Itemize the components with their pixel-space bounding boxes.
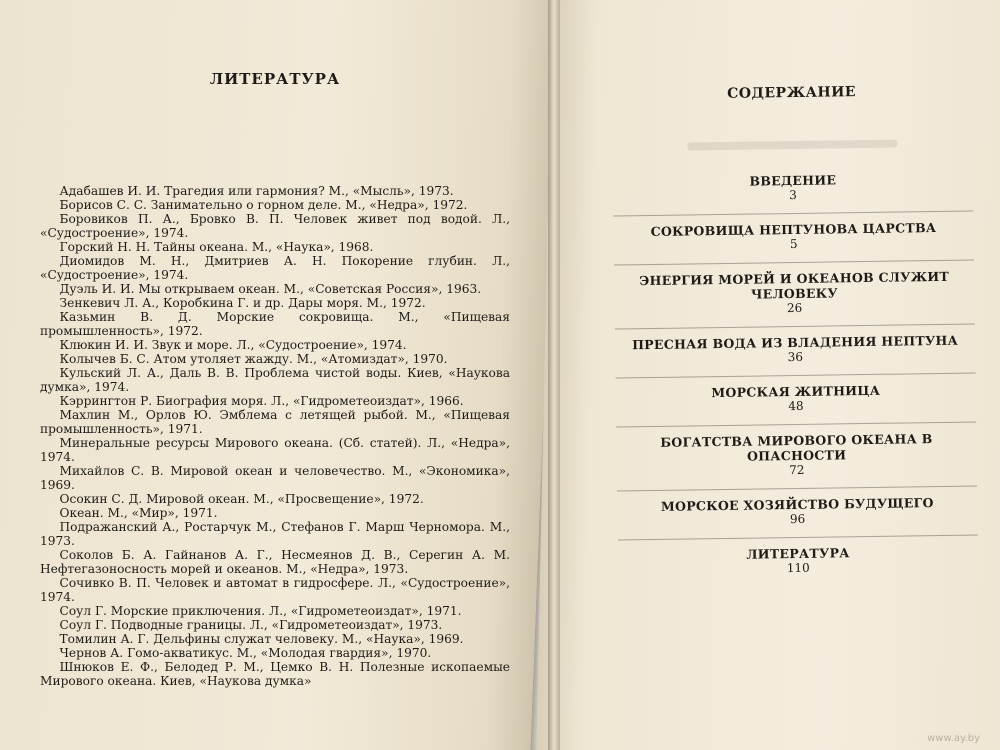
show-through-text <box>687 140 897 151</box>
toc-chapter-title: БОГАТСТВА МИРОВОГО ОКЕАНА В ОПАСНОСТИ <box>660 431 933 464</box>
bibliography-entry: Борисов С. С. Занимательно о горном деле. М., «Недра», 1972. <box>59 198 468 212</box>
bibliography-entry: Махлин М., Орлов Ю. Эмблема с летящей рыбой. М., «Пищевая промышленность», 1971. <box>40 408 510 436</box>
bibliography-entry: Колычев Б. С. Атом утоляет жажду. М., «Атомиздат», 1970. <box>59 352 448 366</box>
toc-item <box>615 323 976 367</box>
bibliography-entry: Чернов А. Гомо-акватикус. М., «Молодая гвардия», 1970. <box>59 646 432 660</box>
bibliography-entry: Томилин А. Г. Дельфины служат человеку. М., «Наука», 1969. <box>59 632 464 646</box>
toc-item <box>613 171 973 206</box>
contents-title: СОДЕРЖАНИЕ <box>727 84 857 102</box>
bibliography-entry: Боровиков П. А., Бровко В. П. Человек живет под водой. Л., «Судостроение», 1974. <box>40 212 510 240</box>
toc-item <box>616 372 977 416</box>
toc-page-number: 36 <box>787 349 804 365</box>
bibliography-entry: Клюкин И. И. Звук и море. Л., «Судостроение», 1974. <box>59 338 407 352</box>
bibliography-entry: Дуэль И. И. Мы открываем океан. М., «Советская Россия», 1963. <box>59 282 482 296</box>
bibliography-entry: Горский Н. Н. Тайны океана. М., «Наука», 1968. <box>59 240 374 254</box>
toc-chapter-title: ЛИТЕРАТУРА <box>746 545 850 562</box>
toc-page-number: 3 <box>789 187 797 203</box>
bibliography-entry: Соколов Б. А. Гайнанов А. Г., Несмеянов Д. В., Серегин А. М. Нефтегазоносность морей и океанов. М., «Недра», 1973. <box>40 548 510 576</box>
contents-section <box>612 83 979 589</box>
bibliography-entry: Кульский Л. А., Даль В. В. Проблема чистой воды. Киев, «Наукова думка», 1974. <box>40 366 510 394</box>
bibliography-entry: Осокин С. Д. Мировой океан. М., «Просвещение», 1972. <box>59 492 424 506</box>
toc-page-number: 26 <box>786 300 803 316</box>
toc-chapter-title: МОРСКОЕ ХОЗЯЙСТВО БУДУЩЕГО <box>660 495 934 514</box>
watermark: www.ay.by <box>927 733 980 744</box>
bibliography-entry: Океан. М., «Мир», 1971. <box>59 506 218 520</box>
bibliography-section <box>40 70 510 688</box>
toc-chapter-title: МОРСКАЯ ЖИТНИЦА <box>711 382 881 401</box>
toc-page-number: 96 <box>789 511 806 527</box>
bibliography-entry: Соул Г. Морские приключения. Л., «Гидрометеоиздат», 1971. <box>59 604 462 618</box>
toc-chapter-title: ВВЕДЕНИЕ <box>749 172 837 189</box>
toc-chapter-title: ЭНЕРГИЯ МОРЕЙ И ОКЕАНОВ СЛУЖИТ ЧЕЛОВЕКУ <box>639 268 950 302</box>
toc-page-number: 5 <box>789 236 798 252</box>
bibliography-entry: Адабашев И. И. Трагедия или гармония? М., «Мысль», 1973. <box>59 184 454 198</box>
toc-item <box>617 485 978 529</box>
toc-chapter-title: СОКРОВИЩА НЕПТУНОВА ЦАРСТВА <box>650 220 937 240</box>
book-spine <box>548 0 560 750</box>
toc-page-number: 48 <box>788 398 804 414</box>
bibliography-entry: Подражанский А., Ростарчук М., Стефанов Г. Марш Черномора. М., 1973. <box>40 520 510 548</box>
toc-item <box>613 210 974 254</box>
toc-item <box>618 534 979 578</box>
bibliography-entry: Кэррингтон Р. Биография моря. Л., «Гидрометеоиздат», 1966. <box>59 394 464 408</box>
bibliography-title: ЛИТЕРАТУРА <box>209 70 341 88</box>
toc-item <box>614 259 975 318</box>
bibliography-entry: Михайлов С. В. Мировой океан и человечество. М., «Экономика», 1969. <box>40 464 510 492</box>
bibliography-entry: Казьмин В. Д. Морские сокровища. М., «Пищевая промышленность», 1972. <box>40 310 510 338</box>
toc-chapter-title: ПРЕСНАЯ ВОДА ИЗ ВЛАДЕНИЯ НЕПТУНА <box>632 332 959 353</box>
toc-page-number: 110 <box>786 560 810 576</box>
bibliography-entry: Минеральные ресурсы Мирового океана. (Сб. статей). Л., «Недра», 1974. <box>40 436 510 464</box>
toc-item <box>616 421 977 480</box>
bibliography-entry: Диомидов М. Н., Дмитриев А. Н. Покорение глубин. Л., «Судостроение», 1974. <box>40 254 510 282</box>
table-of-contents <box>613 171 979 579</box>
bibliography-list <box>40 184 510 688</box>
bibliography-entry: Сочивко В. П. Человек и автомат в гидросфере. Л., «Судостроение», 1974. <box>40 576 510 604</box>
bibliography-entry: Соул Г. Подводные границы. Л., «Гидрометеоиздат», 1973. <box>59 618 443 632</box>
bibliography-entry: Зенкевич Л. А., Коробкина Г. и др. Дары моря. М., 1972. <box>59 296 426 310</box>
bibliography-entry: Шнюков Е. Ф., Белодед Р. М., Цемко В. Н. Полезные ископаемые Мирового океана. Киев, «Наукова думка» <box>40 660 510 688</box>
toc-page-number: 72 <box>789 462 805 478</box>
